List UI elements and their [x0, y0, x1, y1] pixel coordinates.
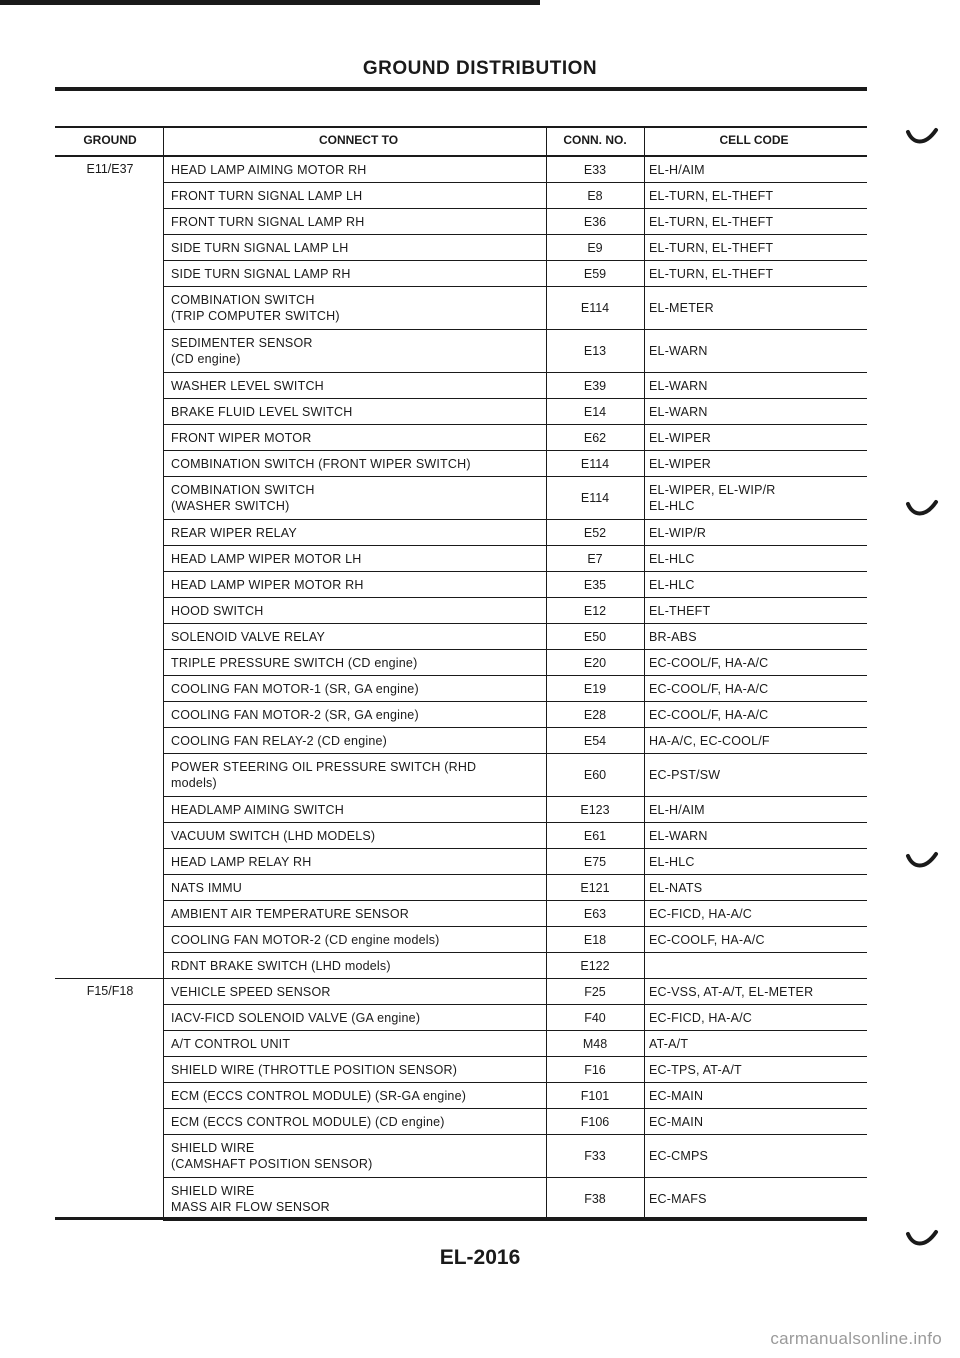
conn-no-cell: E20: [583, 655, 607, 670]
connect-to-cell: HEAD LAMP WIPER MOTOR LH: [171, 551, 362, 566]
conn-no-cell: E13: [583, 344, 607, 358]
conn-no-cell: F106: [580, 1114, 610, 1129]
cell-code-cell: EC-COOL/F, HA-A/C: [649, 655, 769, 670]
table-row: [163, 1109, 867, 1135]
conn-no-cell: E62: [583, 430, 607, 445]
cell-code-cell: EL-WARN: [649, 404, 708, 419]
table-row: [163, 676, 867, 702]
conn-no-cell: M48: [582, 1036, 608, 1051]
conn-no-cell: E61: [583, 828, 607, 843]
table-row: [163, 330, 867, 373]
table-row: [163, 875, 867, 901]
table-row: [163, 451, 867, 477]
table-row: [163, 477, 867, 520]
conn-no-cell: E39: [583, 378, 607, 393]
conn-no-cell: F101: [580, 1088, 610, 1103]
cell-code-cell: [643, 953, 869, 978]
cell-code-cell: EL-TURN, EL-THEFT: [649, 188, 774, 203]
conn-no-cell: E52: [583, 525, 607, 540]
table-row: [163, 754, 867, 797]
connect-to-cell: FRONT TURN SIGNAL LAMP LH: [171, 188, 363, 203]
conn-no-cell: F40: [584, 1010, 606, 1025]
conn-no-cell: E123: [580, 802, 610, 817]
title-rule: [55, 87, 867, 91]
table-row: [163, 157, 867, 183]
col-divider-connect: [546, 126, 547, 1217]
table-row: [163, 287, 867, 330]
ground-label: E11/E37: [86, 162, 134, 176]
cell-code-cell: EL-H/AIM: [649, 802, 705, 817]
table-row: [163, 425, 867, 451]
cell-code-cell: EL-WIP/R: [649, 525, 707, 540]
conn-no-cell: E7: [587, 551, 603, 566]
cell-code-cell: EL-TURN, EL-THEFT: [649, 240, 774, 255]
conn-no-cell: E121: [580, 880, 610, 895]
connect-to-cell: HEADLAMP AIMING SWITCH: [171, 802, 344, 817]
cell-code-cell: EC-MAFS: [649, 1192, 707, 1206]
table-row: [163, 546, 867, 572]
connect-to-cell: COOLING FAN MOTOR-1 (SR, GA engine): [171, 681, 419, 696]
conn-no-cell: E59: [583, 266, 607, 281]
connect-to-cell: SHIELD WIRE (CAMSHAFT POSITION SENSOR): [171, 1141, 373, 1171]
cell-code-cell: EL-WIPER: [649, 456, 712, 471]
conn-no-cell: F38: [584, 1192, 606, 1206]
table-row: [163, 823, 867, 849]
cell-code-cell: EC-FICD, HA-A/C: [649, 906, 752, 921]
conn-no-cell: E18: [583, 932, 607, 947]
cell-code-cell: EL-TURN, EL-THEFT: [649, 214, 774, 229]
table-row: [163, 927, 867, 953]
table-row: [163, 702, 867, 728]
header-ground: GROUND: [83, 133, 137, 147]
conn-no-cell: E63: [583, 906, 607, 921]
table-row: [163, 953, 867, 979]
ground-label: F15/F18: [86, 984, 134, 998]
connect-to-cell: REAR WIPER RELAY: [171, 525, 297, 540]
conn-no-cell: E14: [583, 404, 607, 419]
table-row: [163, 1083, 867, 1109]
revision-check-icon: [905, 124, 939, 148]
cell-code-cell: EL-HLC: [649, 551, 695, 566]
table-row: [163, 901, 867, 927]
conn-no-cell: E114: [580, 301, 610, 315]
connect-to-cell: HOOD SWITCH: [171, 603, 264, 618]
table-row: [163, 520, 867, 546]
connect-to-cell: NATS IMMU: [171, 880, 243, 895]
connect-to-cell: WASHER LEVEL SWITCH: [171, 378, 324, 393]
cell-code-cell: EC-COOL/F, HA-A/C: [649, 707, 769, 722]
conn-no-cell: E114: [580, 456, 610, 471]
cell-code-cell: EL-WARN: [649, 378, 708, 393]
connect-to-cell: ECM (ECCS CONTROL MODULE) (CD engine): [171, 1114, 445, 1129]
conn-no-cell: E9: [587, 240, 603, 255]
table-row: [163, 235, 867, 261]
header-conn-no: CONN. NO.: [563, 133, 627, 147]
connect-to-cell: SOLENOID VALVE RELAY: [171, 629, 326, 644]
cell-code-cell: EC-TPS, AT-A/T: [649, 1062, 742, 1077]
connect-to-cell: ECM (ECCS CONTROL MODULE) (SR-GA engine): [171, 1088, 467, 1103]
conn-no-cell: E8: [587, 188, 603, 203]
conn-no-cell: E114: [580, 491, 610, 505]
conn-no-cell: E35: [583, 577, 607, 592]
connect-to-cell: SHIELD WIRE (THROTTLE POSITION SENSOR): [171, 1062, 458, 1077]
row-divider: [163, 1220, 867, 1221]
table-row: [163, 1135, 867, 1178]
conn-no-cell: E50: [583, 629, 607, 644]
connect-to-cell: FRONT TURN SIGNAL LAMP RH: [171, 214, 365, 229]
header-connect-to: CONNECT TO: [318, 133, 399, 147]
col-divider-ground: [163, 126, 164, 1217]
cell-code-cell: HA-A/C, EC-COOL/F: [649, 733, 770, 748]
conn-no-cell: E122: [580, 958, 610, 973]
connect-to-cell: A/T CONTROL UNIT: [171, 1036, 291, 1051]
table-row: [163, 1031, 867, 1057]
table-row: [163, 572, 867, 598]
conn-no-cell: F25: [584, 984, 606, 999]
conn-no-cell: E28: [583, 707, 607, 722]
cell-code-cell: EL-NATS: [649, 880, 703, 895]
conn-no-cell: E75: [583, 854, 607, 869]
cell-code-cell: EC-CMPS: [649, 1149, 709, 1163]
connect-to-cell: TRIPLE PRESSURE SWITCH (CD engine): [171, 655, 418, 670]
watermark: carmanualsonline.info: [770, 1329, 942, 1348]
conn-no-cell: E19: [583, 681, 607, 696]
connect-to-cell: HEAD LAMP AIMING MOTOR RH: [171, 162, 367, 177]
page-title: GROUND DISTRIBUTION: [362, 58, 598, 79]
cell-code-cell: EL-WIPER, EL-WIP/R EL-HLC: [649, 483, 776, 513]
connect-to-cell: HEAD LAMP WIPER MOTOR RH: [171, 577, 364, 592]
connect-to-cell: COMBINATION SWITCH (FRONT WIPER SWITCH): [171, 456, 471, 471]
table-row: [163, 261, 867, 287]
connect-to-cell: HEAD LAMP RELAY RH: [171, 854, 312, 869]
table-row: [163, 1005, 867, 1031]
table-row: [163, 399, 867, 425]
connect-to-cell: COOLING FAN RELAY-2 (CD engine): [171, 733, 387, 748]
conn-no-cell: E60: [583, 768, 607, 782]
table-row: [163, 598, 867, 624]
connect-to-cell: COMBINATION SWITCH (TRIP COMPUTER SWITCH): [171, 293, 340, 323]
conn-no-cell: E36: [583, 214, 607, 229]
header-cell-code: CELL CODE: [719, 133, 789, 147]
table-row: [163, 1178, 867, 1221]
conn-no-cell: E54: [583, 733, 607, 748]
connect-to-cell: FRONT WIPER MOTOR: [171, 430, 312, 445]
table-row: [163, 728, 867, 754]
connect-to-cell: COMBINATION SWITCH (WASHER SWITCH): [171, 483, 315, 513]
cell-code-cell: EC-MAIN: [649, 1088, 704, 1103]
cell-code-cell: EL-HLC: [649, 577, 695, 592]
table-row: [163, 624, 867, 650]
conn-no-cell: F33: [584, 1149, 606, 1163]
cell-code-cell: EL-THEFT: [649, 603, 711, 618]
cell-code-cell: EC-VSS, AT-A/T, EL-METER: [649, 984, 814, 999]
col-divider-conn-no: [644, 126, 645, 1217]
revision-check-icon: [905, 496, 939, 520]
conn-no-cell: E33: [583, 162, 607, 177]
table-row: [163, 373, 867, 399]
table-row: [163, 650, 867, 676]
table-row: [163, 209, 867, 235]
cell-code-cell: EC-COOL/F, HA-A/C: [649, 681, 769, 696]
cell-code-cell: EL-WIPER: [649, 430, 712, 445]
cell-code-cell: EL-TURN, EL-THEFT: [649, 266, 774, 281]
revision-check-icon: [905, 848, 939, 872]
cell-code-cell: EC-MAIN: [649, 1114, 704, 1129]
connect-to-cell: COOLING FAN MOTOR-2 (CD engine models): [171, 932, 440, 947]
connect-to-cell: SIDE TURN SIGNAL LAMP LH: [171, 240, 349, 255]
connect-to-cell: RDNT BRAKE SWITCH (LHD models): [171, 958, 391, 973]
table-row: [163, 797, 867, 823]
table-row: [163, 849, 867, 875]
cell-code-cell: BR-ABS: [649, 629, 697, 644]
table-row: [163, 183, 867, 209]
connect-to-cell: SEDIMENTER SENSOR (CD engine): [171, 336, 313, 366]
conn-no-cell: E12: [583, 603, 607, 618]
connect-to-cell: SHIELD WIRE MASS AIR FLOW SENSOR: [171, 1184, 330, 1214]
cell-code-cell: EL-WARN: [649, 344, 708, 358]
connect-to-cell: SIDE TURN SIGNAL LAMP RH: [171, 266, 351, 281]
cell-code-cell: AT-A/T: [649, 1036, 689, 1051]
connect-to-cell: POWER STEERING OIL PRESSURE SWITCH (RHD models): [171, 760, 477, 790]
cell-code-cell: EC-COOLF, HA-A/C: [649, 932, 765, 947]
connect-to-cell: BRAKE FLUID LEVEL SWITCH: [171, 404, 353, 419]
cell-code-cell: EL-METER: [649, 301, 714, 315]
table-row: [163, 1057, 867, 1083]
table-bottom-rule: [55, 1217, 867, 1220]
cell-code-cell: EL-WARN: [649, 828, 708, 843]
connect-to-cell: VEHICLE SPEED SENSOR: [171, 984, 331, 999]
cell-code-cell: EL-HLC: [649, 854, 695, 869]
connect-to-cell: AMBIENT AIR TEMPERATURE SENSOR: [171, 906, 409, 921]
ground-group-divider: [55, 978, 165, 979]
cell-code-cell: EL-H/AIM: [649, 162, 705, 177]
cell-code-cell: EC-PST/SW: [649, 768, 721, 782]
cell-code-cell: EC-FICD, HA-A/C: [649, 1010, 752, 1025]
connect-to-cell: COOLING FAN MOTOR-2 (SR, GA engine): [171, 707, 419, 722]
connect-to-cell: VACUUM SWITCH (LHD MODELS): [171, 828, 376, 843]
top-scan-rule: [0, 0, 540, 5]
connect-to-cell: IACV-FICD SOLENOID VALVE (GA engine): [171, 1010, 421, 1025]
conn-no-cell: F16: [584, 1062, 606, 1077]
page-number: EL-2016: [439, 1246, 521, 1269]
table-row: [163, 979, 867, 1005]
